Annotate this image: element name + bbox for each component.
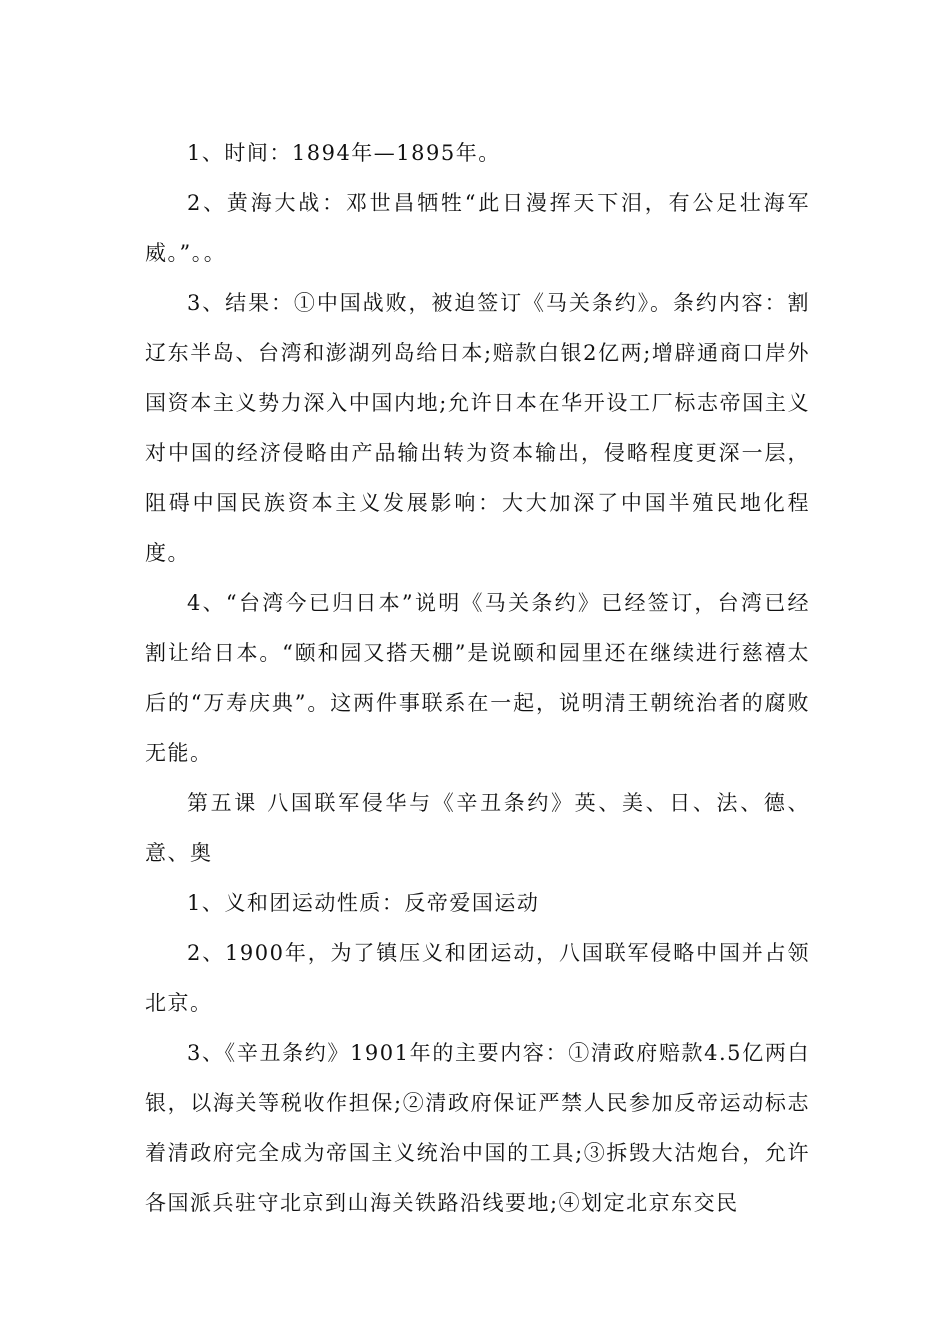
- paragraph-time: 1、时间：1894年—1895年。: [187, 141, 501, 165]
- paragraph-eight-nation-invasion: 2、1900年，为了镇压义和团运动，八国联军侵略中国并占领北京。: [145, 941, 810, 1015]
- paragraph-boxer-nature: 1、义和团运动性质：反帝爱国运动: [187, 891, 540, 915]
- paragraph-yellow-sea-battle: 2、黄海大战：邓世昌牺牲“此日漫挥天下泪，有公足壮海军威。”。。: [145, 191, 810, 265]
- paragraph-taiwan-explanation: 4、“台湾今已归日本”说明《马关条约》已经签订，台湾已经割让给日本。“颐和园又搭天棚”是说颐和园里还在继续进行慈禧太后的“万寿庆典”。这两件事联系在一起，说明清王朝统治者的腐败无能。: [145, 591, 810, 765]
- paragraph-xinchou-treaty: 3、《辛丑条约》1901年的主要内容：①清政府赔款4.5亿两白银，以海关等税收作担保;②清政府保证严禁人民参加反帝运动标志着清政府完全成为帝国主义统治中国的工具;③拆毁大沽炮台，允许各国派兵驻守北京到山海关铁路沿线要地;④划定北京东交民: [145, 1041, 810, 1215]
- lesson-heading: 第五课 八国联军侵华与《辛丑条约》英、美、日、法、德、意、奥: [145, 791, 810, 865]
- document-body: [145, 128, 810, 1228]
- paragraph-treaty-result: 3、结果：①中国战败，被迫签订《马关条约》。条约内容：割辽东半岛、台湾和澎湖列岛给日本;赔款白银2亿两;增辟通商口岸外国资本主义势力深入中国内地;允许日本在华开设工厂标志帝国主义对中国的经济侵略由产品输出转为资本输出，侵略程度更深一层，阻碍中国民族资本主义发展影响：大大加深了中国半殖民地化程度。: [145, 291, 810, 565]
